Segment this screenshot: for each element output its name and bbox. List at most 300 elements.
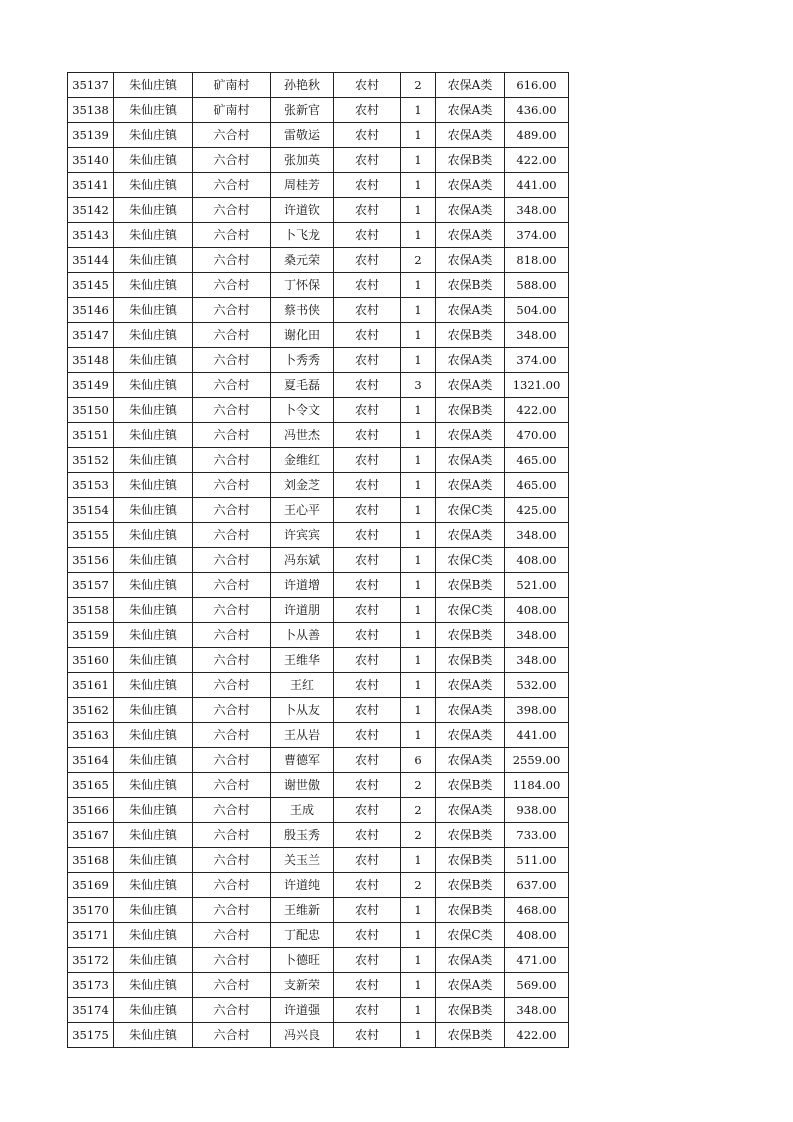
record-id-cell: 35161 — [68, 673, 114, 698]
table-row — [68, 923, 569, 948]
town-cell: 朱仙庄镇 — [114, 773, 193, 798]
insurance-category-cell: 农保B类 — [436, 898, 505, 923]
household-type-cell: 农村 — [334, 598, 401, 623]
name-cell: 卜秀秀 — [271, 348, 334, 373]
town-cell: 朱仙庄镇 — [114, 73, 193, 98]
town-cell: 朱仙庄镇 — [114, 448, 193, 473]
household-type-cell: 农村 — [334, 1023, 401, 1048]
table-row — [68, 998, 569, 1023]
town-cell: 朱仙庄镇 — [114, 98, 193, 123]
name-cell: 夏毛磊 — [271, 373, 334, 398]
amount-cell: 637.00 — [505, 873, 569, 898]
town-cell: 朱仙庄镇 — [114, 698, 193, 723]
insurance-category-cell: 农保A类 — [436, 373, 505, 398]
insurance-category-cell: 农保C类 — [436, 598, 505, 623]
insurance-category-cell: 农保A类 — [436, 348, 505, 373]
village-cell: 六合村 — [193, 748, 271, 773]
village-cell: 六合村 — [193, 873, 271, 898]
household-type-cell: 农村 — [334, 448, 401, 473]
member-count-cell: 1 — [401, 398, 436, 423]
insurance-category-cell: 农保A类 — [436, 748, 505, 773]
household-type-cell: 农村 — [334, 648, 401, 673]
village-cell: 矿南村 — [193, 73, 271, 98]
table-row — [68, 223, 569, 248]
village-cell: 六合村 — [193, 1023, 271, 1048]
town-cell: 朱仙庄镇 — [114, 148, 193, 173]
record-id-cell: 35168 — [68, 848, 114, 873]
village-cell: 六合村 — [193, 448, 271, 473]
household-type-cell: 农村 — [334, 623, 401, 648]
town-cell: 朱仙庄镇 — [114, 973, 193, 998]
town-cell: 朱仙庄镇 — [114, 748, 193, 773]
household-type-cell: 农村 — [334, 723, 401, 748]
town-cell: 朱仙庄镇 — [114, 798, 193, 823]
name-cell: 卜从友 — [271, 698, 334, 723]
member-count-cell: 2 — [401, 823, 436, 848]
record-id-cell: 35141 — [68, 173, 114, 198]
record-id-cell: 35145 — [68, 273, 114, 298]
insurance-category-cell: 农保B类 — [436, 823, 505, 848]
household-type-cell: 农村 — [334, 873, 401, 898]
amount-cell: 441.00 — [505, 173, 569, 198]
name-cell: 张加英 — [271, 148, 334, 173]
record-id-cell: 35148 — [68, 348, 114, 373]
record-id-cell: 35153 — [68, 473, 114, 498]
household-type-cell: 农村 — [334, 273, 401, 298]
name-cell: 支新荣 — [271, 973, 334, 998]
table-row — [68, 523, 569, 548]
beneficiary-table — [67, 72, 569, 1048]
name-cell: 丁配忠 — [271, 923, 334, 948]
name-cell: 雷敬运 — [271, 123, 334, 148]
town-cell: 朱仙庄镇 — [114, 998, 193, 1023]
member-count-cell: 1 — [401, 198, 436, 223]
insurance-category-cell: 农保B类 — [436, 998, 505, 1023]
town-cell: 朱仙庄镇 — [114, 398, 193, 423]
table-row — [68, 798, 569, 823]
name-cell: 谢化田 — [271, 323, 334, 348]
member-count-cell: 1 — [401, 848, 436, 873]
table-row — [68, 548, 569, 573]
village-cell: 六合村 — [193, 948, 271, 973]
village-cell: 六合村 — [193, 423, 271, 448]
town-cell: 朱仙庄镇 — [114, 523, 193, 548]
town-cell: 朱仙庄镇 — [114, 823, 193, 848]
insurance-category-cell: 农保B类 — [436, 573, 505, 598]
table-row — [68, 748, 569, 773]
insurance-category-cell: 农保A类 — [436, 723, 505, 748]
table-row — [68, 848, 569, 873]
name-cell: 张新官 — [271, 98, 334, 123]
insurance-category-cell: 农保A类 — [436, 198, 505, 223]
name-cell: 卜飞龙 — [271, 223, 334, 248]
record-id-cell: 35157 — [68, 573, 114, 598]
name-cell: 许道强 — [271, 998, 334, 1023]
household-type-cell: 农村 — [334, 748, 401, 773]
village-cell: 六合村 — [193, 898, 271, 923]
town-cell: 朱仙庄镇 — [114, 548, 193, 573]
household-type-cell: 农村 — [334, 698, 401, 723]
village-cell: 六合村 — [193, 523, 271, 548]
amount-cell: 468.00 — [505, 898, 569, 923]
amount-cell: 489.00 — [505, 123, 569, 148]
member-count-cell: 1 — [401, 148, 436, 173]
amount-cell: 348.00 — [505, 648, 569, 673]
village-cell: 六合村 — [193, 973, 271, 998]
name-cell: 蔡书侠 — [271, 298, 334, 323]
member-count-cell: 1 — [401, 98, 436, 123]
household-type-cell: 农村 — [334, 848, 401, 873]
town-cell: 朱仙庄镇 — [114, 348, 193, 373]
amount-cell: 588.00 — [505, 273, 569, 298]
table-row — [68, 73, 569, 98]
insurance-category-cell: 农保B类 — [436, 773, 505, 798]
table-row — [68, 873, 569, 898]
name-cell: 许道增 — [271, 573, 334, 598]
name-cell: 冯兴良 — [271, 1023, 334, 1048]
member-count-cell: 1 — [401, 273, 436, 298]
table-row — [68, 198, 569, 223]
member-count-cell: 1 — [401, 948, 436, 973]
household-type-cell: 农村 — [334, 123, 401, 148]
name-cell: 王从岩 — [271, 723, 334, 748]
insurance-category-cell: 农保B类 — [436, 873, 505, 898]
name-cell: 卜从善 — [271, 623, 334, 648]
name-cell: 许道纯 — [271, 873, 334, 898]
village-cell: 六合村 — [193, 848, 271, 873]
household-type-cell: 农村 — [334, 573, 401, 598]
household-type-cell: 农村 — [334, 73, 401, 98]
town-cell: 朱仙庄镇 — [114, 323, 193, 348]
amount-cell: 2559.00 — [505, 748, 569, 773]
household-type-cell: 农村 — [334, 398, 401, 423]
record-id-cell: 35162 — [68, 698, 114, 723]
name-cell: 许宾宾 — [271, 523, 334, 548]
town-cell: 朱仙庄镇 — [114, 373, 193, 398]
table-body — [68, 73, 569, 1048]
amount-cell: 348.00 — [505, 998, 569, 1023]
household-type-cell: 农村 — [334, 798, 401, 823]
amount-cell: 733.00 — [505, 823, 569, 848]
village-cell: 六合村 — [193, 373, 271, 398]
name-cell: 冯世杰 — [271, 423, 334, 448]
insurance-category-cell: 农保B类 — [436, 1023, 505, 1048]
table-row — [68, 948, 569, 973]
table-row — [68, 823, 569, 848]
record-id-cell: 35169 — [68, 873, 114, 898]
village-cell: 六合村 — [193, 148, 271, 173]
table-row — [68, 973, 569, 998]
household-type-cell: 农村 — [334, 323, 401, 348]
record-id-cell: 35146 — [68, 298, 114, 323]
name-cell: 冯东斌 — [271, 548, 334, 573]
village-cell: 六合村 — [193, 473, 271, 498]
amount-cell: 436.00 — [505, 98, 569, 123]
record-id-cell: 35151 — [68, 423, 114, 448]
record-id-cell: 35172 — [68, 948, 114, 973]
member-count-cell: 1 — [401, 523, 436, 548]
record-id-cell: 35138 — [68, 98, 114, 123]
member-count-cell: 1 — [401, 923, 436, 948]
household-type-cell: 农村 — [334, 673, 401, 698]
town-cell: 朱仙庄镇 — [114, 423, 193, 448]
village-cell: 六合村 — [193, 198, 271, 223]
name-cell: 许道钦 — [271, 198, 334, 223]
record-id-cell: 35175 — [68, 1023, 114, 1048]
record-id-cell: 35174 — [68, 998, 114, 1023]
amount-cell: 422.00 — [505, 148, 569, 173]
record-id-cell: 35150 — [68, 398, 114, 423]
household-type-cell: 农村 — [334, 173, 401, 198]
insurance-category-cell: 农保A类 — [436, 123, 505, 148]
record-id-cell: 35154 — [68, 498, 114, 523]
amount-cell: 441.00 — [505, 723, 569, 748]
name-cell: 王维新 — [271, 898, 334, 923]
table-row — [68, 173, 569, 198]
record-id-cell: 35137 — [68, 73, 114, 98]
amount-cell: 569.00 — [505, 973, 569, 998]
record-id-cell: 35167 — [68, 823, 114, 848]
table-row — [68, 898, 569, 923]
insurance-category-cell: 农保B类 — [436, 623, 505, 648]
name-cell: 王红 — [271, 673, 334, 698]
name-cell: 卜令文 — [271, 398, 334, 423]
insurance-category-cell: 农保A类 — [436, 298, 505, 323]
household-type-cell: 农村 — [334, 98, 401, 123]
village-cell: 六合村 — [193, 773, 271, 798]
insurance-category-cell: 农保C类 — [436, 548, 505, 573]
name-cell: 王维华 — [271, 648, 334, 673]
record-id-cell: 35156 — [68, 548, 114, 573]
record-id-cell: 35160 — [68, 648, 114, 673]
member-count-cell: 2 — [401, 73, 436, 98]
record-id-cell: 35155 — [68, 523, 114, 548]
insurance-category-cell: 农保A类 — [436, 948, 505, 973]
name-cell: 殷玉秀 — [271, 823, 334, 848]
member-count-cell: 2 — [401, 248, 436, 273]
village-cell: 六合村 — [193, 548, 271, 573]
village-cell: 六合村 — [193, 998, 271, 1023]
village-cell: 六合村 — [193, 498, 271, 523]
town-cell: 朱仙庄镇 — [114, 473, 193, 498]
household-type-cell: 农村 — [334, 473, 401, 498]
member-count-cell: 2 — [401, 798, 436, 823]
table-row — [68, 648, 569, 673]
village-cell: 矿南村 — [193, 98, 271, 123]
insurance-category-cell: 农保A类 — [436, 673, 505, 698]
amount-cell: 470.00 — [505, 423, 569, 448]
name-cell: 丁怀保 — [271, 273, 334, 298]
town-cell: 朱仙庄镇 — [114, 248, 193, 273]
name-cell: 王成 — [271, 798, 334, 823]
village-cell: 六合村 — [193, 173, 271, 198]
record-id-cell: 35139 — [68, 123, 114, 148]
village-cell: 六合村 — [193, 273, 271, 298]
table-row — [68, 98, 569, 123]
village-cell: 六合村 — [193, 598, 271, 623]
town-cell: 朱仙庄镇 — [114, 923, 193, 948]
record-id-cell: 35171 — [68, 923, 114, 948]
amount-cell: 348.00 — [505, 323, 569, 348]
member-count-cell: 1 — [401, 348, 436, 373]
member-count-cell: 1 — [401, 223, 436, 248]
town-cell: 朱仙庄镇 — [114, 648, 193, 673]
village-cell: 六合村 — [193, 298, 271, 323]
insurance-category-cell: 农保A类 — [436, 73, 505, 98]
amount-cell: 532.00 — [505, 673, 569, 698]
name-cell: 王心平 — [271, 498, 334, 523]
village-cell: 六合村 — [193, 348, 271, 373]
household-type-cell: 农村 — [334, 773, 401, 798]
insurance-category-cell: 农保A类 — [436, 798, 505, 823]
household-type-cell: 农村 — [334, 898, 401, 923]
record-id-cell: 35166 — [68, 798, 114, 823]
amount-cell: 422.00 — [505, 1023, 569, 1048]
member-count-cell: 1 — [401, 598, 436, 623]
insurance-category-cell: 农保B类 — [436, 323, 505, 348]
name-cell: 周桂芳 — [271, 173, 334, 198]
amount-cell: 1184.00 — [505, 773, 569, 798]
table-row — [68, 273, 569, 298]
record-id-cell: 35164 — [68, 748, 114, 773]
table-row — [68, 123, 569, 148]
member-count-cell: 1 — [401, 898, 436, 923]
town-cell: 朱仙庄镇 — [114, 298, 193, 323]
table-row — [68, 323, 569, 348]
amount-cell: 408.00 — [505, 548, 569, 573]
village-cell: 六合村 — [193, 623, 271, 648]
insurance-category-cell: 农保B类 — [436, 398, 505, 423]
member-count-cell: 2 — [401, 873, 436, 898]
amount-cell: 348.00 — [505, 198, 569, 223]
household-type-cell: 农村 — [334, 498, 401, 523]
table-row — [68, 698, 569, 723]
household-type-cell: 农村 — [334, 998, 401, 1023]
member-count-cell: 1 — [401, 473, 436, 498]
table-row — [68, 298, 569, 323]
amount-cell: 938.00 — [505, 798, 569, 823]
household-type-cell: 农村 — [334, 223, 401, 248]
insurance-category-cell: 农保B类 — [436, 648, 505, 673]
record-id-cell: 35170 — [68, 898, 114, 923]
town-cell: 朱仙庄镇 — [114, 873, 193, 898]
record-id-cell: 35165 — [68, 773, 114, 798]
member-count-cell: 1 — [401, 648, 436, 673]
member-count-cell: 3 — [401, 373, 436, 398]
table-row — [68, 773, 569, 798]
insurance-category-cell: 农保A类 — [436, 473, 505, 498]
table-row — [68, 1023, 569, 1048]
household-type-cell: 农村 — [334, 148, 401, 173]
table-row — [68, 473, 569, 498]
village-cell: 六合村 — [193, 573, 271, 598]
member-count-cell: 1 — [401, 323, 436, 348]
record-id-cell: 35159 — [68, 623, 114, 648]
town-cell: 朱仙庄镇 — [114, 723, 193, 748]
record-id-cell: 35163 — [68, 723, 114, 748]
name-cell: 金维红 — [271, 448, 334, 473]
household-type-cell: 农村 — [334, 948, 401, 973]
member-count-cell: 1 — [401, 698, 436, 723]
member-count-cell: 1 — [401, 448, 436, 473]
village-cell: 六合村 — [193, 673, 271, 698]
insurance-category-cell: 农保A类 — [436, 973, 505, 998]
table-row — [68, 373, 569, 398]
household-type-cell: 农村 — [334, 823, 401, 848]
amount-cell: 348.00 — [505, 623, 569, 648]
amount-cell: 521.00 — [505, 573, 569, 598]
insurance-category-cell: 农保B类 — [436, 273, 505, 298]
member-count-cell: 2 — [401, 773, 436, 798]
member-count-cell: 1 — [401, 723, 436, 748]
member-count-cell: 1 — [401, 123, 436, 148]
name-cell: 卜德旺 — [271, 948, 334, 973]
village-cell: 六合村 — [193, 398, 271, 423]
amount-cell: 374.00 — [505, 348, 569, 373]
member-count-cell: 1 — [401, 573, 436, 598]
name-cell: 关玉兰 — [271, 848, 334, 873]
member-count-cell: 6 — [401, 748, 436, 773]
town-cell: 朱仙庄镇 — [114, 673, 193, 698]
insurance-category-cell: 农保A类 — [436, 423, 505, 448]
amount-cell: 511.00 — [505, 848, 569, 873]
household-type-cell: 农村 — [334, 973, 401, 998]
insurance-category-cell: 农保A类 — [436, 173, 505, 198]
village-cell: 六合村 — [193, 798, 271, 823]
table-row — [68, 348, 569, 373]
record-id-cell: 35147 — [68, 323, 114, 348]
household-type-cell: 农村 — [334, 548, 401, 573]
member-count-cell: 1 — [401, 498, 436, 523]
member-count-cell: 1 — [401, 298, 436, 323]
household-type-cell: 农村 — [334, 198, 401, 223]
record-id-cell: 35143 — [68, 223, 114, 248]
town-cell: 朱仙庄镇 — [114, 623, 193, 648]
village-cell: 六合村 — [193, 323, 271, 348]
record-id-cell: 35140 — [68, 148, 114, 173]
insurance-category-cell: 农保C类 — [436, 923, 505, 948]
table-row — [68, 598, 569, 623]
name-cell: 谢世傲 — [271, 773, 334, 798]
town-cell: 朱仙庄镇 — [114, 948, 193, 973]
record-id-cell: 35158 — [68, 598, 114, 623]
table-row — [68, 398, 569, 423]
member-count-cell: 1 — [401, 1023, 436, 1048]
town-cell: 朱仙庄镇 — [114, 848, 193, 873]
village-cell: 六合村 — [193, 698, 271, 723]
village-cell: 六合村 — [193, 223, 271, 248]
insurance-category-cell: 农保A类 — [436, 98, 505, 123]
insurance-category-cell: 农保B类 — [436, 848, 505, 873]
amount-cell: 1321.00 — [505, 373, 569, 398]
town-cell: 朱仙庄镇 — [114, 598, 193, 623]
name-cell: 曹德军 — [271, 748, 334, 773]
record-id-cell: 35149 — [68, 373, 114, 398]
household-type-cell: 农村 — [334, 348, 401, 373]
household-type-cell: 农村 — [334, 373, 401, 398]
amount-cell: 422.00 — [505, 398, 569, 423]
member-count-cell: 1 — [401, 623, 436, 648]
member-count-cell: 1 — [401, 673, 436, 698]
member-count-cell: 1 — [401, 973, 436, 998]
amount-cell: 425.00 — [505, 498, 569, 523]
town-cell: 朱仙庄镇 — [114, 273, 193, 298]
town-cell: 朱仙庄镇 — [114, 573, 193, 598]
town-cell: 朱仙庄镇 — [114, 173, 193, 198]
amount-cell: 408.00 — [505, 598, 569, 623]
name-cell: 孙艳秋 — [271, 73, 334, 98]
town-cell: 朱仙庄镇 — [114, 223, 193, 248]
